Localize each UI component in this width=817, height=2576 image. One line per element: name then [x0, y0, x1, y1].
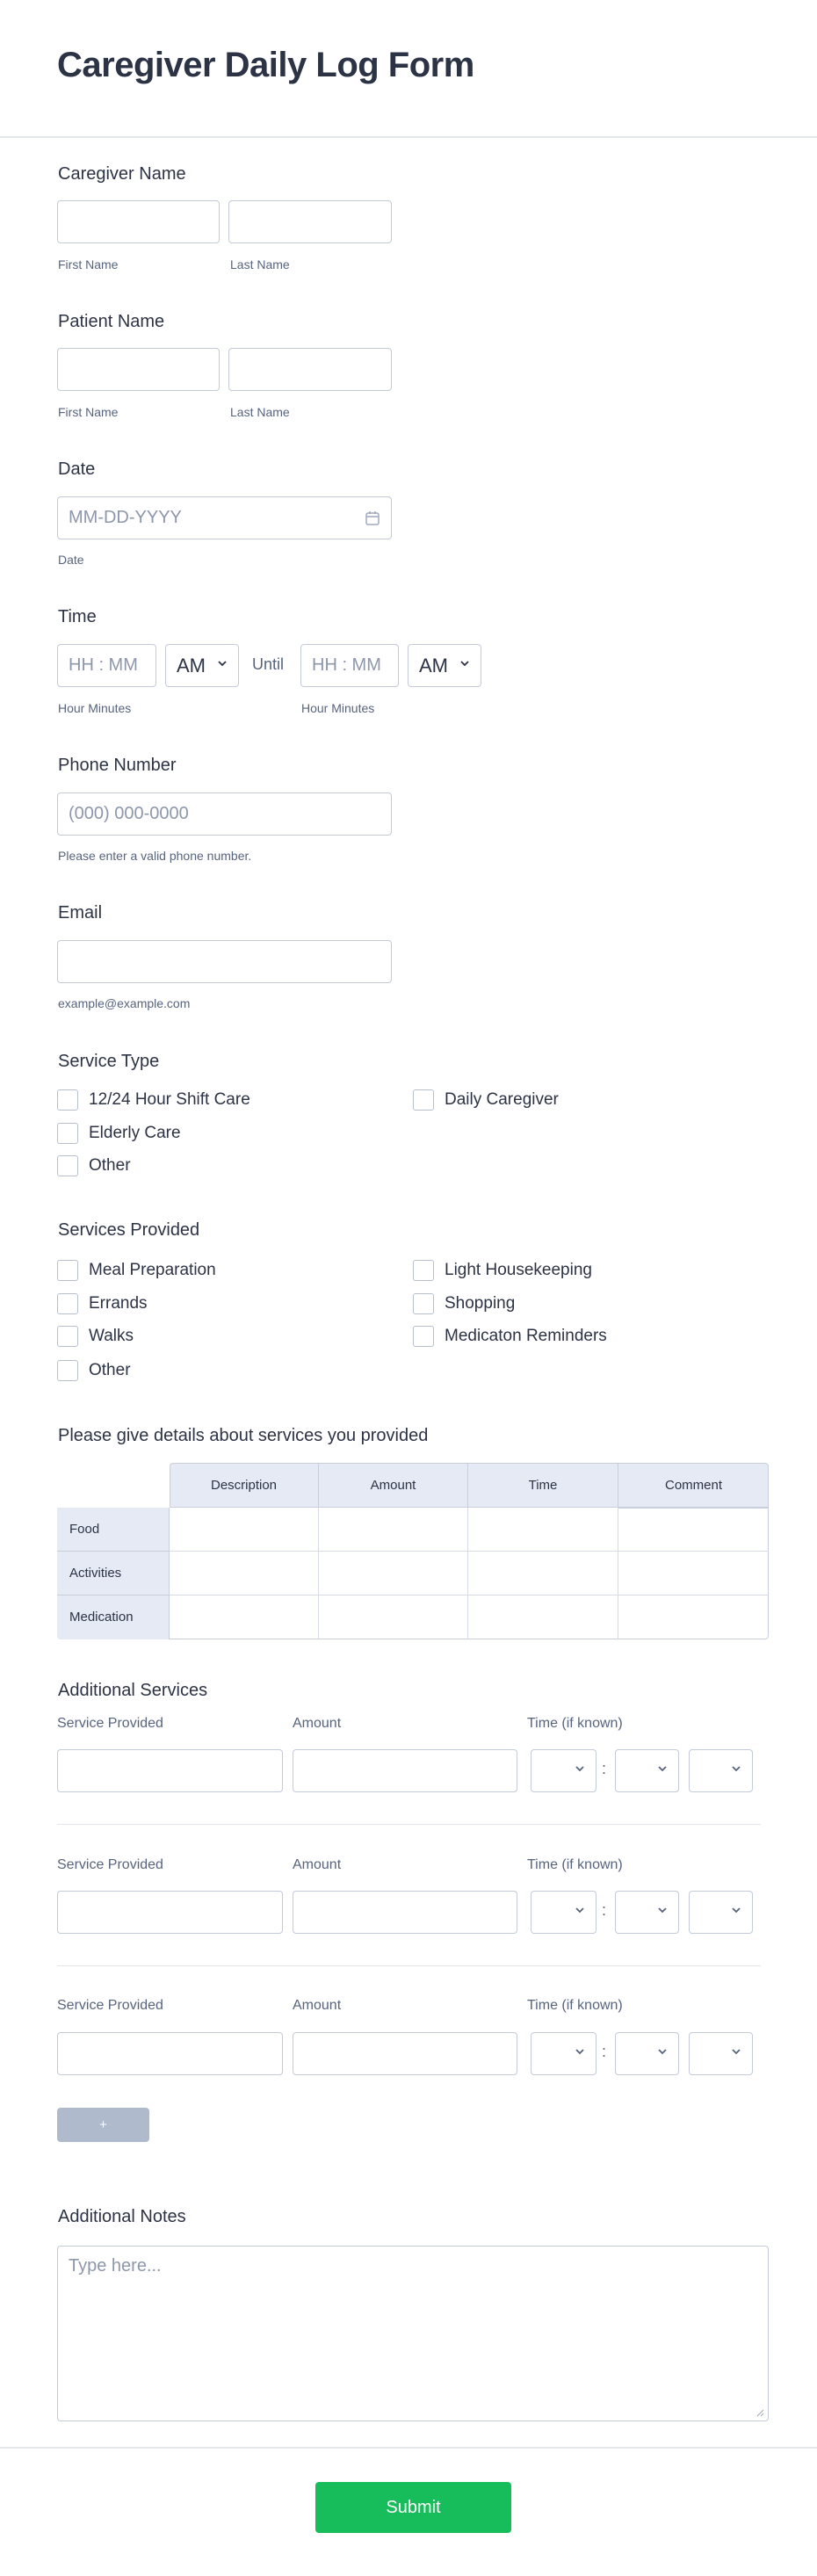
checkbox-services-provided[interactable]	[57, 1293, 78, 1314]
chevron-down-icon	[657, 1905, 668, 1915]
time-colon: :	[602, 1760, 607, 1777]
row-header: Medication	[57, 1596, 170, 1639]
checkbox-label-services-provided: Shopping	[445, 1294, 516, 1313]
matrix-cell[interactable]	[170, 1508, 319, 1552]
service-provided-label: Service Provided	[57, 1998, 163, 2013]
checkbox-label-service-type: Daily Caregiver	[445, 1090, 559, 1109]
email-label: Email	[58, 903, 103, 923]
chevron-down-icon	[657, 2046, 668, 2057]
matrix-cell[interactable]	[468, 1552, 618, 1596]
matrix-cell[interactable]	[618, 1596, 769, 1639]
checkbox-services-provided[interactable]	[413, 1260, 434, 1281]
start-time-placeholder: HH : MM	[69, 655, 138, 675]
minute-select[interactable]	[615, 1891, 679, 1934]
phone-input[interactable]	[57, 792, 392, 836]
matrix-cell[interactable]	[618, 1552, 769, 1596]
matrix-cell[interactable]	[618, 1508, 769, 1552]
service-provided-input[interactable]	[57, 2032, 283, 2075]
chevron-down-icon	[731, 2046, 741, 2057]
checkbox-label-services-provided: Medicaton Reminders	[445, 1327, 607, 1345]
checkbox-service-type[interactable]	[57, 1155, 78, 1176]
chevron-down-icon	[657, 1763, 668, 1774]
column-header: Comment	[618, 1463, 769, 1508]
date-label: Date	[58, 459, 96, 479]
caregiver-name-label: Caregiver Name	[58, 164, 186, 184]
ampm-select[interactable]	[689, 1749, 753, 1792]
service-provided-label: Service Provided	[57, 1857, 163, 1872]
matrix-cell[interactable]	[319, 1596, 468, 1639]
checkbox-service-type[interactable]	[57, 1089, 78, 1111]
time-colon: :	[602, 2043, 607, 2060]
email-input[interactable]	[57, 940, 392, 983]
date-input[interactable]	[57, 496, 392, 539]
chevron-down-icon	[217, 658, 228, 669]
additional-services-label: Additional Services	[58, 1681, 208, 1700]
patient-first-sublabel: First Name	[58, 405, 119, 419]
start-time-input[interactable]	[57, 644, 156, 687]
caregiver-first-name-input[interactable]	[57, 200, 220, 243]
checkbox-label-service-type: 12/24 Hour Shift Care	[89, 1090, 250, 1109]
amount-label: Amount	[293, 1857, 342, 1872]
row-header: Food	[57, 1508, 170, 1552]
matrix-cell[interactable]	[170, 1596, 319, 1639]
start-ampm-select[interactable]	[165, 644, 239, 687]
checkbox-label-service-type: Elderly Care	[89, 1124, 181, 1142]
caregiver-last-sublabel: Last Name	[230, 257, 290, 271]
checkbox-services-provided[interactable]	[57, 1260, 78, 1281]
column-header: Time	[468, 1463, 618, 1508]
caregiver-last-name-input[interactable]	[228, 200, 392, 243]
minute-select[interactable]	[615, 1749, 679, 1792]
matrix-cell[interactable]	[468, 1596, 618, 1639]
checkbox-services-provided[interactable]	[57, 1326, 78, 1347]
matrix-cell[interactable]	[170, 1552, 319, 1596]
end-time-input[interactable]	[300, 644, 399, 687]
chevron-down-icon	[575, 1763, 585, 1774]
service-type-label: Service Type	[58, 1052, 160, 1071]
checkbox-services-provided[interactable]	[413, 1293, 434, 1314]
phone-placeholder: (000) 000-0000	[69, 804, 189, 823]
email-help: example@example.com	[58, 996, 191, 1010]
chevron-down-icon	[575, 2046, 585, 2057]
time-known-label: Time (if known)	[527, 1857, 623, 1872]
header-divider	[0, 136, 817, 138]
service-provided-label: Service Provided	[57, 1716, 163, 1731]
checkbox-label-services-provided: Walks	[89, 1327, 134, 1345]
amount-input[interactable]	[293, 1749, 517, 1792]
chevron-down-icon	[575, 1905, 585, 1915]
chevron-down-icon	[459, 658, 470, 669]
checkbox-service-type[interactable]	[57, 1123, 78, 1144]
end-ampm-select[interactable]	[408, 644, 481, 687]
chevron-down-icon	[731, 1905, 741, 1915]
details-label: Please give details about services you provided	[58, 1426, 429, 1445]
additional-notes-textarea[interactable]	[57, 2246, 769, 2421]
checkbox-service-type[interactable]	[413, 1089, 434, 1111]
calendar-icon[interactable]	[365, 510, 380, 526]
phone-help: Please enter a valid phone number.	[58, 849, 252, 863]
footer-divider	[0, 2447, 817, 2449]
time-known-label: Time (if known)	[527, 1998, 623, 2013]
details-matrix	[57, 1463, 769, 1639]
start-ampm-value: AM	[177, 655, 206, 677]
matrix-cell[interactable]	[468, 1508, 618, 1552]
end-ampm-value: AM	[419, 655, 448, 677]
amount-input[interactable]	[293, 1891, 517, 1934]
checkbox-label-services-provided: Errands	[89, 1294, 148, 1313]
add-row-button[interactable]: +	[57, 2108, 149, 2142]
services-provided-label: Services Provided	[58, 1220, 200, 1240]
additional-notes-label: Additional Notes	[58, 2207, 186, 2226]
hour-select[interactable]	[531, 2032, 596, 2075]
hour-select[interactable]	[531, 1749, 596, 1792]
ampm-select[interactable]	[689, 2032, 753, 2075]
submit-button[interactable]: Submit	[315, 2482, 511, 2533]
row-header: Activities	[57, 1552, 170, 1596]
caregiver-first-sublabel: First Name	[58, 257, 119, 271]
amount-label: Amount	[293, 1998, 342, 2013]
time-colon: :	[602, 1901, 607, 1919]
checkbox-services-provided[interactable]	[413, 1326, 434, 1347]
patient-last-name-input[interactable]	[228, 348, 392, 391]
service-provided-input[interactable]	[57, 1749, 283, 1792]
column-header: Amount	[319, 1463, 468, 1508]
end-time-placeholder: HH : MM	[312, 655, 381, 675]
minute-select[interactable]	[615, 2032, 679, 2075]
phone-label: Phone Number	[58, 756, 177, 775]
checkbox-label-services-provided: Other	[89, 1361, 131, 1379]
end-time-sublabel: Hour Minutes	[301, 701, 375, 715]
hour-select[interactable]	[531, 1891, 596, 1934]
date-placeholder: MM-DD-YYYY	[69, 508, 182, 527]
notes-placeholder: Type here...	[69, 2256, 162, 2276]
page-title: Caregiver Daily Log Form	[57, 46, 474, 84]
start-time-sublabel: Hour Minutes	[58, 701, 132, 715]
column-header: Description	[170, 1463, 319, 1508]
until-label: Until	[252, 655, 285, 673]
matrix-cell[interactable]	[319, 1552, 468, 1596]
checkbox-label-services-provided: Meal Preparation	[89, 1261, 216, 1279]
patient-first-name-input[interactable]	[57, 348, 220, 391]
service-provided-input[interactable]	[57, 1891, 283, 1934]
checkbox-label-services-provided: Light Housekeeping	[445, 1261, 592, 1279]
patient-last-sublabel: Last Name	[230, 405, 290, 419]
chevron-down-icon	[731, 1763, 741, 1774]
row-divider	[57, 1824, 761, 1825]
row-divider	[57, 1965, 761, 1966]
patient-name-label: Patient Name	[58, 312, 165, 331]
checkbox-label-service-type: Other	[89, 1156, 131, 1175]
resize-handle-icon[interactable]	[756, 2408, 764, 2417]
matrix-cell[interactable]	[319, 1508, 468, 1552]
time-known-label: Time (if known)	[527, 1716, 623, 1731]
ampm-select[interactable]	[689, 1891, 753, 1934]
time-label: Time	[58, 607, 97, 626]
amount-input[interactable]	[293, 2032, 517, 2075]
date-sublabel: Date	[58, 553, 84, 567]
checkbox-services-provided[interactable]	[57, 1360, 78, 1381]
amount-label: Amount	[293, 1716, 342, 1731]
